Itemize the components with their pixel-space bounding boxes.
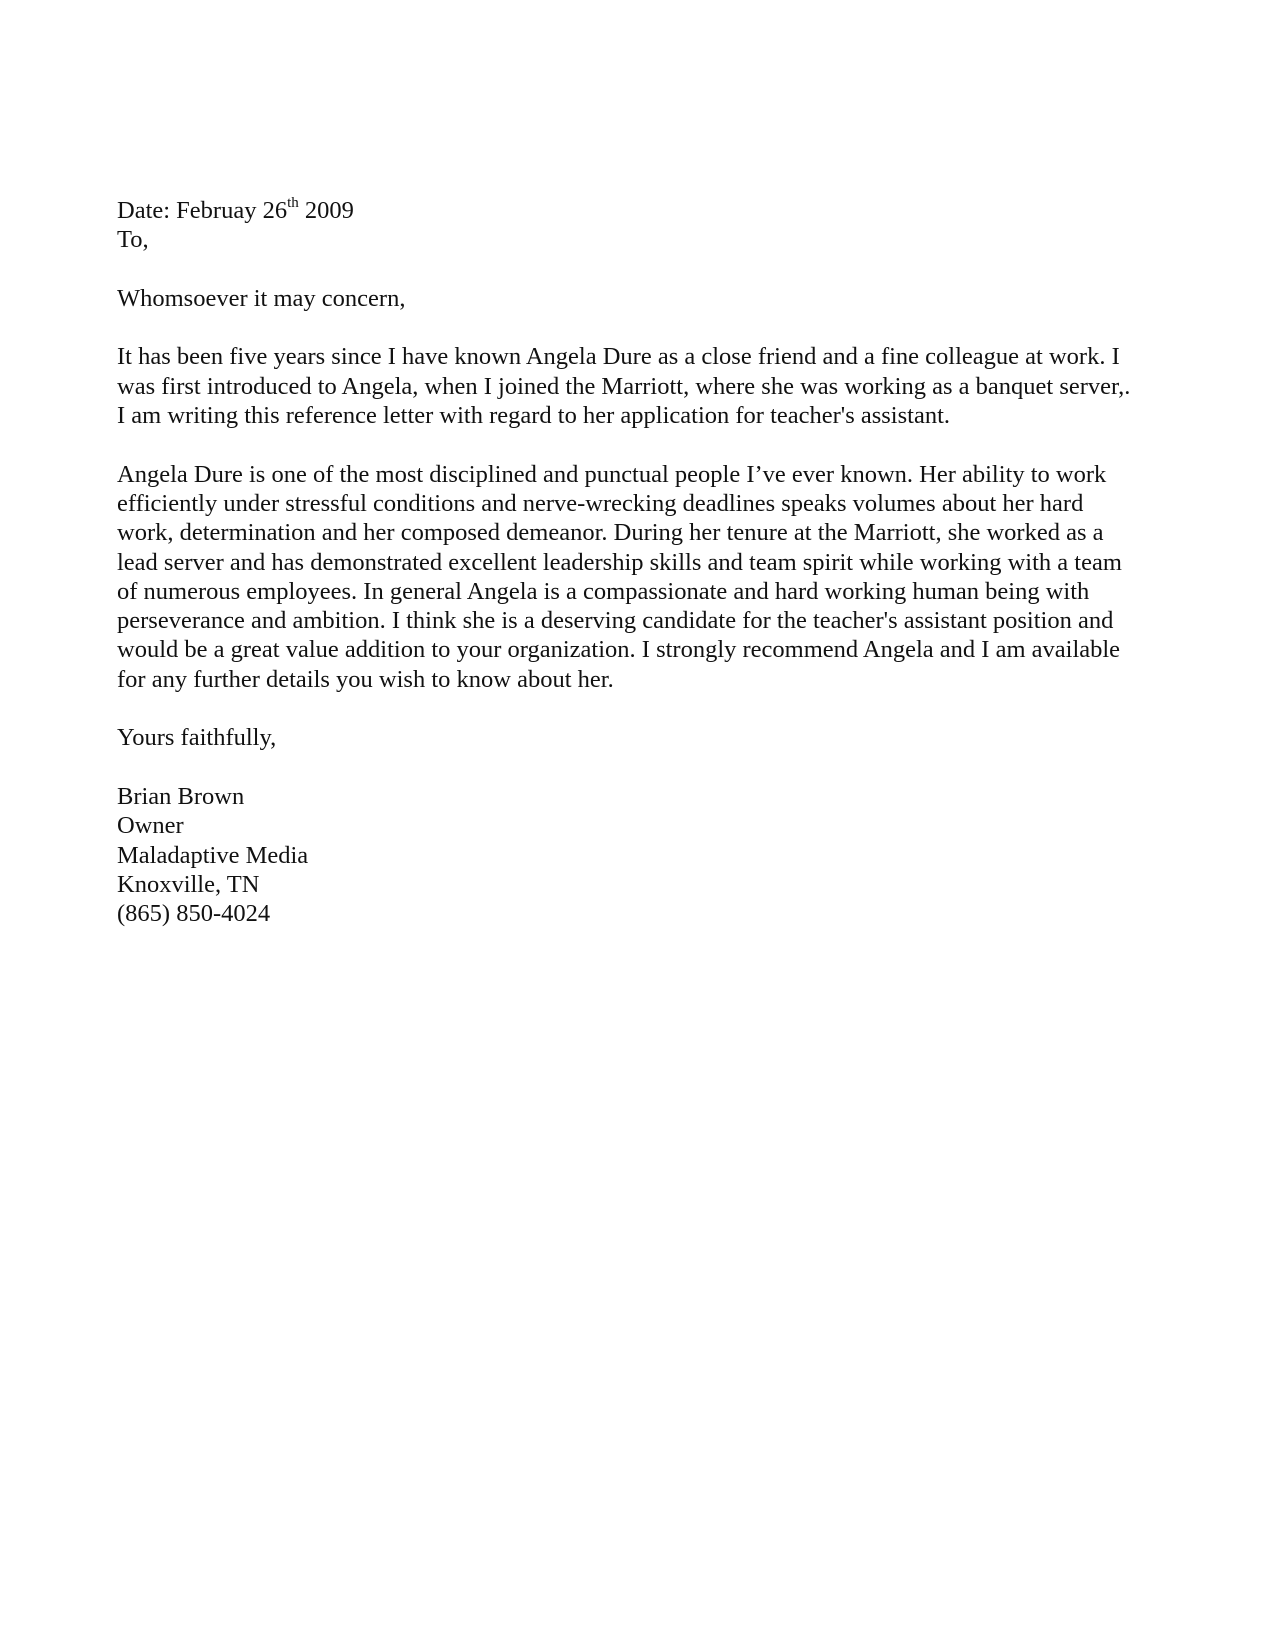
spacer (117, 430, 1162, 459)
date-suffix: 2009 (298, 197, 354, 224)
signer-title: Owner (117, 812, 184, 840)
closing: Yours faithfully, (117, 724, 277, 752)
spacer (117, 694, 1162, 723)
paragraph-line: was first introduced to Angela, when I joined the Marriott, where she was working as a banquet server,. (117, 372, 1131, 400)
signer-phone: (865) 850-4024 (117, 900, 271, 928)
paragraph-recommendation (117, 460, 1162, 694)
date-line (117, 196, 1162, 225)
signer-name: Brian Brown (117, 782, 245, 810)
paragraph-line: for any further details you wish to know about her. (117, 665, 614, 693)
paragraph-line: lead server and has demonstrated excellent leadership skills and team spirit while working with a team (117, 548, 1122, 576)
paragraph-line: perseverance and ambition. I think she is a deserving candidate for the teacher's assistant position and (117, 607, 1114, 635)
paragraph-intro (117, 342, 1162, 430)
spacer (117, 255, 1162, 284)
signer-company: Maladaptive Media (117, 841, 309, 869)
date-prefix: Date: Februay 26 (117, 197, 288, 224)
to-line: To, (117, 226, 149, 254)
paragraph-line: I am writing this reference letter with regard to her application for teacher's assistant. (117, 402, 950, 430)
date-superscript: th (287, 194, 299, 211)
signature-block (117, 782, 1162, 928)
paragraph-line: It has been five years since I have known Angela Dure as a close friend and a fine colleague at work. I (117, 343, 1120, 371)
spacer (117, 753, 1162, 782)
paragraph-line: would be a great value addition to your organization. I strongly recommend Angela and I am available (117, 636, 1121, 664)
spacer (117, 313, 1162, 342)
paragraph-line: efficiently under stressful conditions and nerve-wrecking deadlines speaks volumes about her hard (117, 489, 1084, 517)
salutation: Whomsoever it may concern, (117, 284, 406, 312)
paragraph-line: of numerous employees. In general Angela is a compassionate and hard working human being with (117, 577, 1090, 605)
signer-location: Knoxville, TN (117, 870, 260, 898)
paragraph-line: work, determination and her composed demeanor. During her tenure at the Marriott, she worked as a (117, 519, 1104, 547)
reference-letter (117, 196, 1162, 928)
paragraph-line: Angela Dure is one of the most disciplined and punctual people I’ve ever known. Her ability to work (117, 460, 1107, 488)
